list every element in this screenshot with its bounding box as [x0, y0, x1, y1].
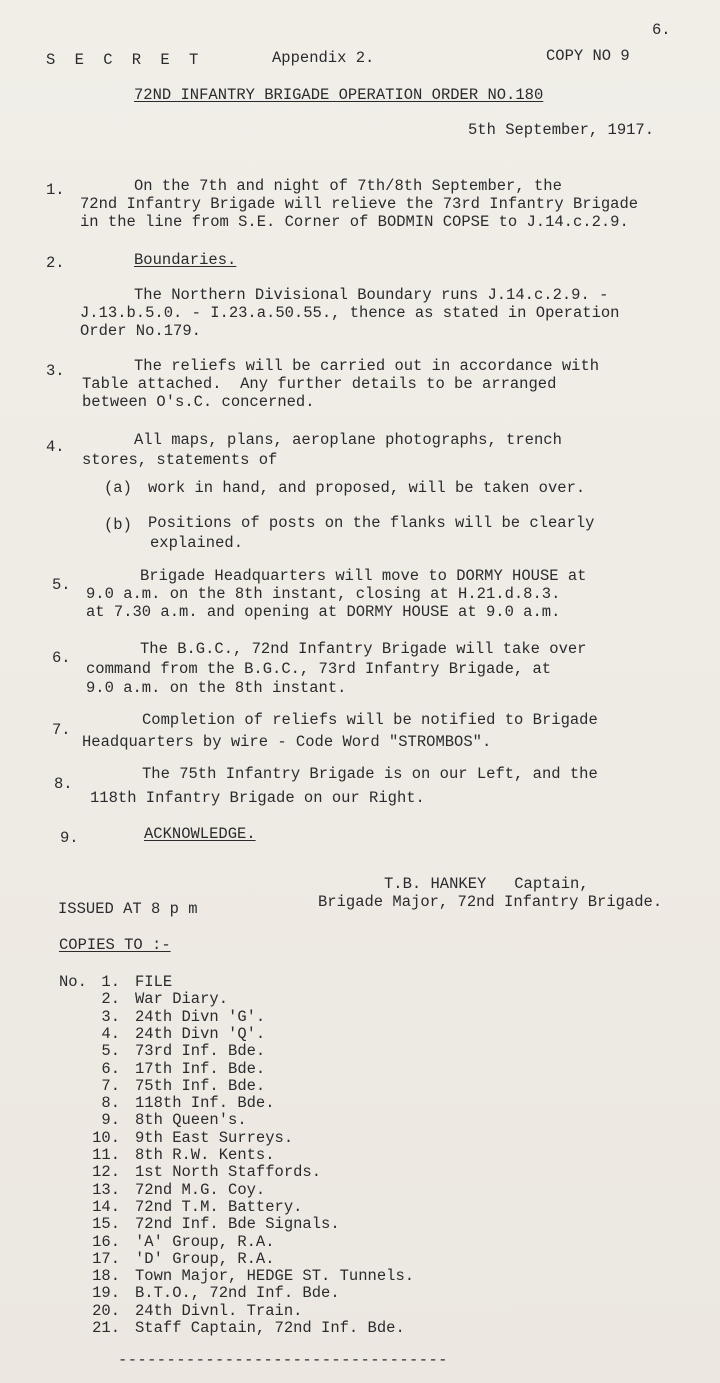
- para-1-line-2: 72nd Infantry Brigade will relieve the 73rd Infantry Brigade: [80, 195, 639, 213]
- para-4-line-1: All maps, plans, aeroplane photographs, trench: [134, 431, 562, 449]
- copy-recipient-11: 8th R.W. Kents.: [135, 1146, 275, 1164]
- para-8-line-1: The 75th Infantry Brigade is on our Left, and the: [142, 765, 598, 783]
- para-4b-line-1: Positions of posts on the flanks will be clearly: [148, 514, 595, 532]
- copy-number-8: 8.: [101, 1094, 120, 1112]
- copy-recipient-19: B.T.O., 72nd Inf. Bde.: [135, 1284, 340, 1302]
- copy-recipient-5: 73rd Inf. Bde.: [135, 1042, 266, 1060]
- para-2-line-2: J.13.b.5.0. - I.23.a.50.55., thence as stated in Operation: [80, 304, 620, 322]
- para-2-number: 2.: [46, 254, 65, 272]
- copy-number-4: 4.: [101, 1025, 120, 1043]
- copies-prefix: No.: [59, 973, 87, 991]
- copy-recipient-16: 'A' Group, R.A.: [135, 1233, 275, 1251]
- copy-number-10: 10.: [92, 1129, 120, 1147]
- para-2-line-3: Order No.179.: [80, 322, 201, 340]
- para-2-line-1: The Northern Divisional Boundary runs J.14.c.2.9. -: [134, 286, 609, 304]
- copy-recipient-17: 'D' Group, R.A.: [135, 1250, 275, 1268]
- para-6-line-2: command from the B.G.C., 73rd Infantry Brigade, at: [86, 660, 552, 678]
- copy-recipient-3: 24th Divn 'G'.: [135, 1008, 266, 1026]
- copy-number-15: 15.: [92, 1215, 120, 1233]
- para-5-number: 5.: [52, 576, 71, 594]
- copy-recipient-7: 75th Inf. Bde.: [135, 1077, 266, 1095]
- para-4a-label: (a): [104, 479, 132, 497]
- classification-label: S E C R E T: [46, 51, 204, 69]
- para-6-number: 6.: [52, 649, 71, 667]
- copy-recipient-6: 17th Inf. Bde.: [135, 1060, 266, 1078]
- copy-recipient-1: FILE: [135, 973, 173, 991]
- para-4a-text: work in hand, and proposed, will be taken over.: [148, 479, 586, 497]
- para-4-line-2: stores, statements of: [82, 451, 278, 469]
- copy-recipient-18: Town Major, HEDGE ST. Tunnels.: [135, 1267, 415, 1285]
- para-8-line-2: 118th Infantry Brigade on our Right.: [90, 789, 425, 807]
- copy-recipient-15: 72nd Inf. Bde Signals.: [135, 1215, 340, 1233]
- closing-rule: ----------------------------------: [118, 1351, 448, 1369]
- para-4-number: 4.: [46, 438, 65, 456]
- copy-recipient-21: Staff Captain, 72nd Inf. Bde.: [135, 1319, 405, 1337]
- copy-number-2: 2.: [101, 990, 120, 1008]
- copy-number-12: 12.: [92, 1163, 120, 1181]
- signature-name: T.B. HANKEY Captain,: [384, 875, 589, 893]
- copy-number-5: 5.: [101, 1042, 120, 1060]
- copy-recipient-9: 8th Queen's.: [135, 1111, 247, 1129]
- copy-number-9: 9.: [101, 1111, 120, 1129]
- para-7-line-2: Headquarters by wire - Code Word "STROMBOS".: [82, 733, 492, 751]
- para-1-number: 1.: [46, 181, 65, 199]
- appendix-label: Appendix 2.: [272, 49, 375, 67]
- para-7-line-1: Completion of reliefs will be notified to Brigade: [142, 711, 598, 729]
- para-1-line-3: in the line from S.E. Corner of BODMIN COPSE to J.14.c.2.9.: [80, 213, 629, 231]
- copy-number-17: 17.: [92, 1250, 120, 1268]
- copy-recipient-13: 72nd M.G. Coy.: [135, 1181, 266, 1199]
- copy-number-16: 16.: [92, 1233, 120, 1251]
- issued-time: ISSUED AT 8 p m: [58, 900, 198, 918]
- copy-recipient-14: 72nd T.M. Battery.: [135, 1198, 303, 1216]
- copy-number-19: 19.: [92, 1284, 120, 1302]
- para-9-heading: ACKNOWLEDGE.: [144, 825, 256, 843]
- para-3-line-3: between O's.C. concerned.: [82, 393, 315, 411]
- copy-recipient-2: War Diary.: [135, 990, 229, 1008]
- para-8-number: 8.: [54, 775, 73, 793]
- copy-number-11: 11.: [92, 1146, 120, 1164]
- para-7-number: 7.: [52, 721, 71, 739]
- copy-number-13: 13.: [92, 1181, 120, 1199]
- para-9-number: 9.: [60, 829, 79, 847]
- copy-number-6: 6.: [101, 1060, 120, 1078]
- para-3-number: 3.: [46, 362, 65, 380]
- signature-role: Brigade Major, 72nd Infantry Brigade.: [318, 893, 663, 911]
- copy-recipient-4: 24th Divn 'Q'.: [135, 1025, 266, 1043]
- para-6-line-1: The B.G.C., 72nd Infantry Brigade will take over: [140, 640, 587, 658]
- copy-recipient-10: 9th East Surreys.: [135, 1129, 294, 1147]
- para-5-line-1: Brigade Headquarters will move to DORMY HOUSE at: [140, 567, 587, 585]
- order-title: 72ND INFANTRY BRIGADE OPERATION ORDER NO.180: [134, 86, 544, 104]
- copy-number-14: 14.: [92, 1198, 120, 1216]
- copy-number-21: 21.: [92, 1319, 120, 1337]
- para-6-line-3: 9.0 a.m. on the 8th instant.: [86, 679, 347, 697]
- para-5-line-3: at 7.30 a.m. and opening at DORMY HOUSE at 9.0 a.m.: [86, 603, 561, 621]
- para-1-line-1: On the 7th and night of 7th/8th September, the: [134, 177, 562, 195]
- para-3-line-1: The reliefs will be carried out in accordance with: [134, 357, 600, 375]
- copy-recipient-20: 24th Divnl. Train.: [135, 1302, 303, 1320]
- copy-recipient-8: 118th Inf. Bde.: [135, 1094, 275, 1112]
- para-4b-line-2: explained.: [150, 534, 244, 552]
- para-2-heading: Boundaries.: [134, 251, 237, 269]
- page-number: 6.: [652, 21, 671, 39]
- copy-number-1: 1.: [101, 973, 120, 991]
- copy-number-3: 3.: [101, 1008, 120, 1026]
- para-3-line-2: Table attached. Any further details to be arranged: [82, 375, 557, 393]
- copy-number-18: 18.: [92, 1267, 120, 1285]
- copy-number-20: 20.: [92, 1302, 120, 1320]
- copies-heading: COPIES TO :-: [59, 936, 171, 954]
- copy-number-7: 7.: [101, 1077, 120, 1095]
- para-4b-label: (b): [104, 516, 132, 534]
- copy-number: COPY NO 9: [546, 47, 630, 65]
- para-5-line-2: 9.0 a.m. on the 8th instant, closing at H.21.d.8.3.: [86, 585, 561, 603]
- copy-recipient-12: 1st North Staffords.: [135, 1163, 322, 1181]
- order-date: 5th September, 1917.: [468, 121, 655, 139]
